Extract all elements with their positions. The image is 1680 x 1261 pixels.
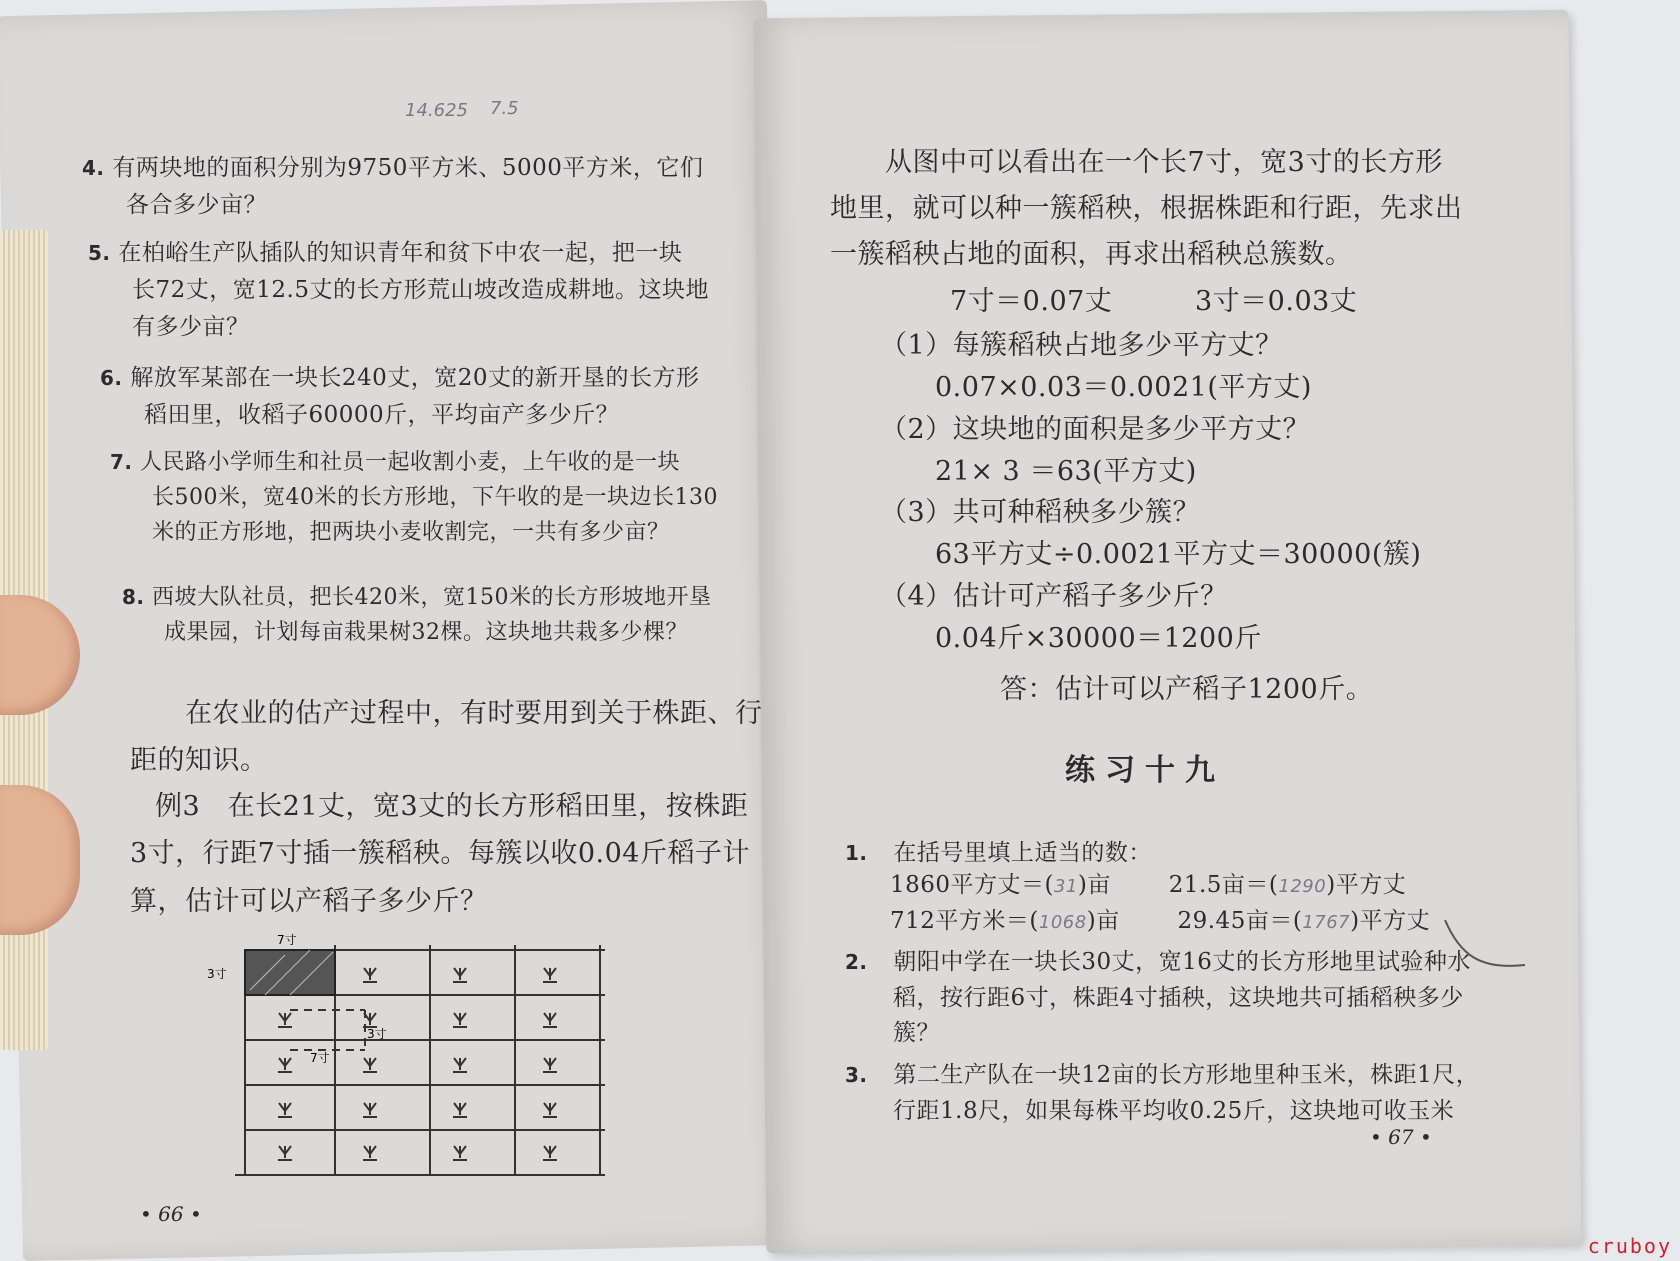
- problem-6: 6. 解放军某部在一块长240丈，宽20丈的新开垦的长方形 稻田里，收稻子60000斤，平均亩产多少斤？: [100, 365, 700, 428]
- explanation-paragraph: 从图中可以看出在一个长7寸，宽3寸的长方形 地里，就可以种一簇稻秧，根据株距和行距，先求出 一簇稻秧占地的面积，再求出稻秧总簇数。: [830, 147, 1463, 270]
- example-3: 例3 在长21丈，宽3丈的长方形稻田里，按株距 3寸，行距7寸插一簇稻秧。每簇以收0.04斤稻子计 算，估计可以产稻子多少斤？: [130, 791, 750, 917]
- problem-7: 7. 人民路小学师生和社员一起收割小麦，上午收的是一块 长500米，宽40米的长方形地，下午收的是一块边长130 米的正方形地，把两块小麦收割完，一共有多少亩？: [110, 450, 718, 546]
- page-number-66: • 66 •: [140, 1202, 202, 1226]
- conversion-1: 7寸＝0.07丈: [950, 286, 1113, 317]
- hatched-cell: [245, 950, 335, 995]
- problem-4: 4. 有两块地的面积分别为9750平方米、5000平方米，它们 各合多少亩？: [82, 155, 704, 218]
- label-top-7cun: 7寸: [277, 933, 297, 947]
- answer-line: 答：估计可以产稻子1200斤。: [1000, 674, 1374, 705]
- problem-8: 8. 西坡大队社员，把长420米，宽150米的长方形坡地开垦 成果园，计划每亩栽果树32棵。这块地共栽多少棵？: [122, 585, 712, 646]
- label-left-3cun: 3寸: [207, 967, 227, 981]
- pencil-note-2: 7.5: [490, 98, 519, 119]
- conversion-2: 3寸＝0.03丈: [1195, 286, 1358, 317]
- label-mid-7cun: 7寸: [310, 1051, 330, 1065]
- label-mid-3cun: 3寸: [367, 1027, 387, 1041]
- exercise-1: 1. 在括号里填上适当的数：: [845, 840, 1152, 866]
- pencil-curve-mark: [1440, 915, 1530, 975]
- seedling-grid-diagram: [205, 930, 625, 1180]
- exercise-2: 2. 朝阳中学在一块长30丈，宽16丈的长方形地里试验种水 稻，按行距6寸，株距4寸插秧，这块地共可插稻秧多少 簇？: [845, 949, 1471, 1047]
- solution-steps: （1）每簇稻秧占地多少平方丈？ 0.07×0.03＝0.0021(平方丈) （2）这块地的面积是多少平方丈？ 21× 3 ＝63(平方丈) （3）共可种稻秧多少簇？ 63平方丈÷0.0021平方丈＝30000(簇) （4）估计可产稻子多少斤？ 0.04斤×30000＝1200斤: [880, 330, 1422, 654]
- fill-in-blanks: 1860平方丈＝(31)亩 21.5亩＝(1290)平方丈 712平方米＝(1068)亩 29.45亩＝(1767)平方丈: [890, 872, 1431, 934]
- intro-paragraph: 在农业的估产过程中，有时要用到关于株距、行 距的知识。: [130, 698, 763, 777]
- exercise-3: 3. 第二生产队在一块12亩的长方形地里种玉米，株距1尺， 行距1.8尺，如果每株平均收0.25斤，这块地可收玉米: [845, 1062, 1480, 1124]
- problem-5: 5. 在柏峪生产队插队的知识青年和贫下中农一起，把一块 长72丈，宽12.5丈的长方形荒山坡改造成耕地。这块地 有多少亩？: [88, 240, 709, 340]
- exercise-19-title: 练习十九: [1065, 753, 1225, 788]
- pencil-note-1: 14.625: [405, 100, 468, 121]
- page-number-67: • 67 •: [1370, 1125, 1432, 1149]
- watermark: cruboy: [1587, 1234, 1672, 1258]
